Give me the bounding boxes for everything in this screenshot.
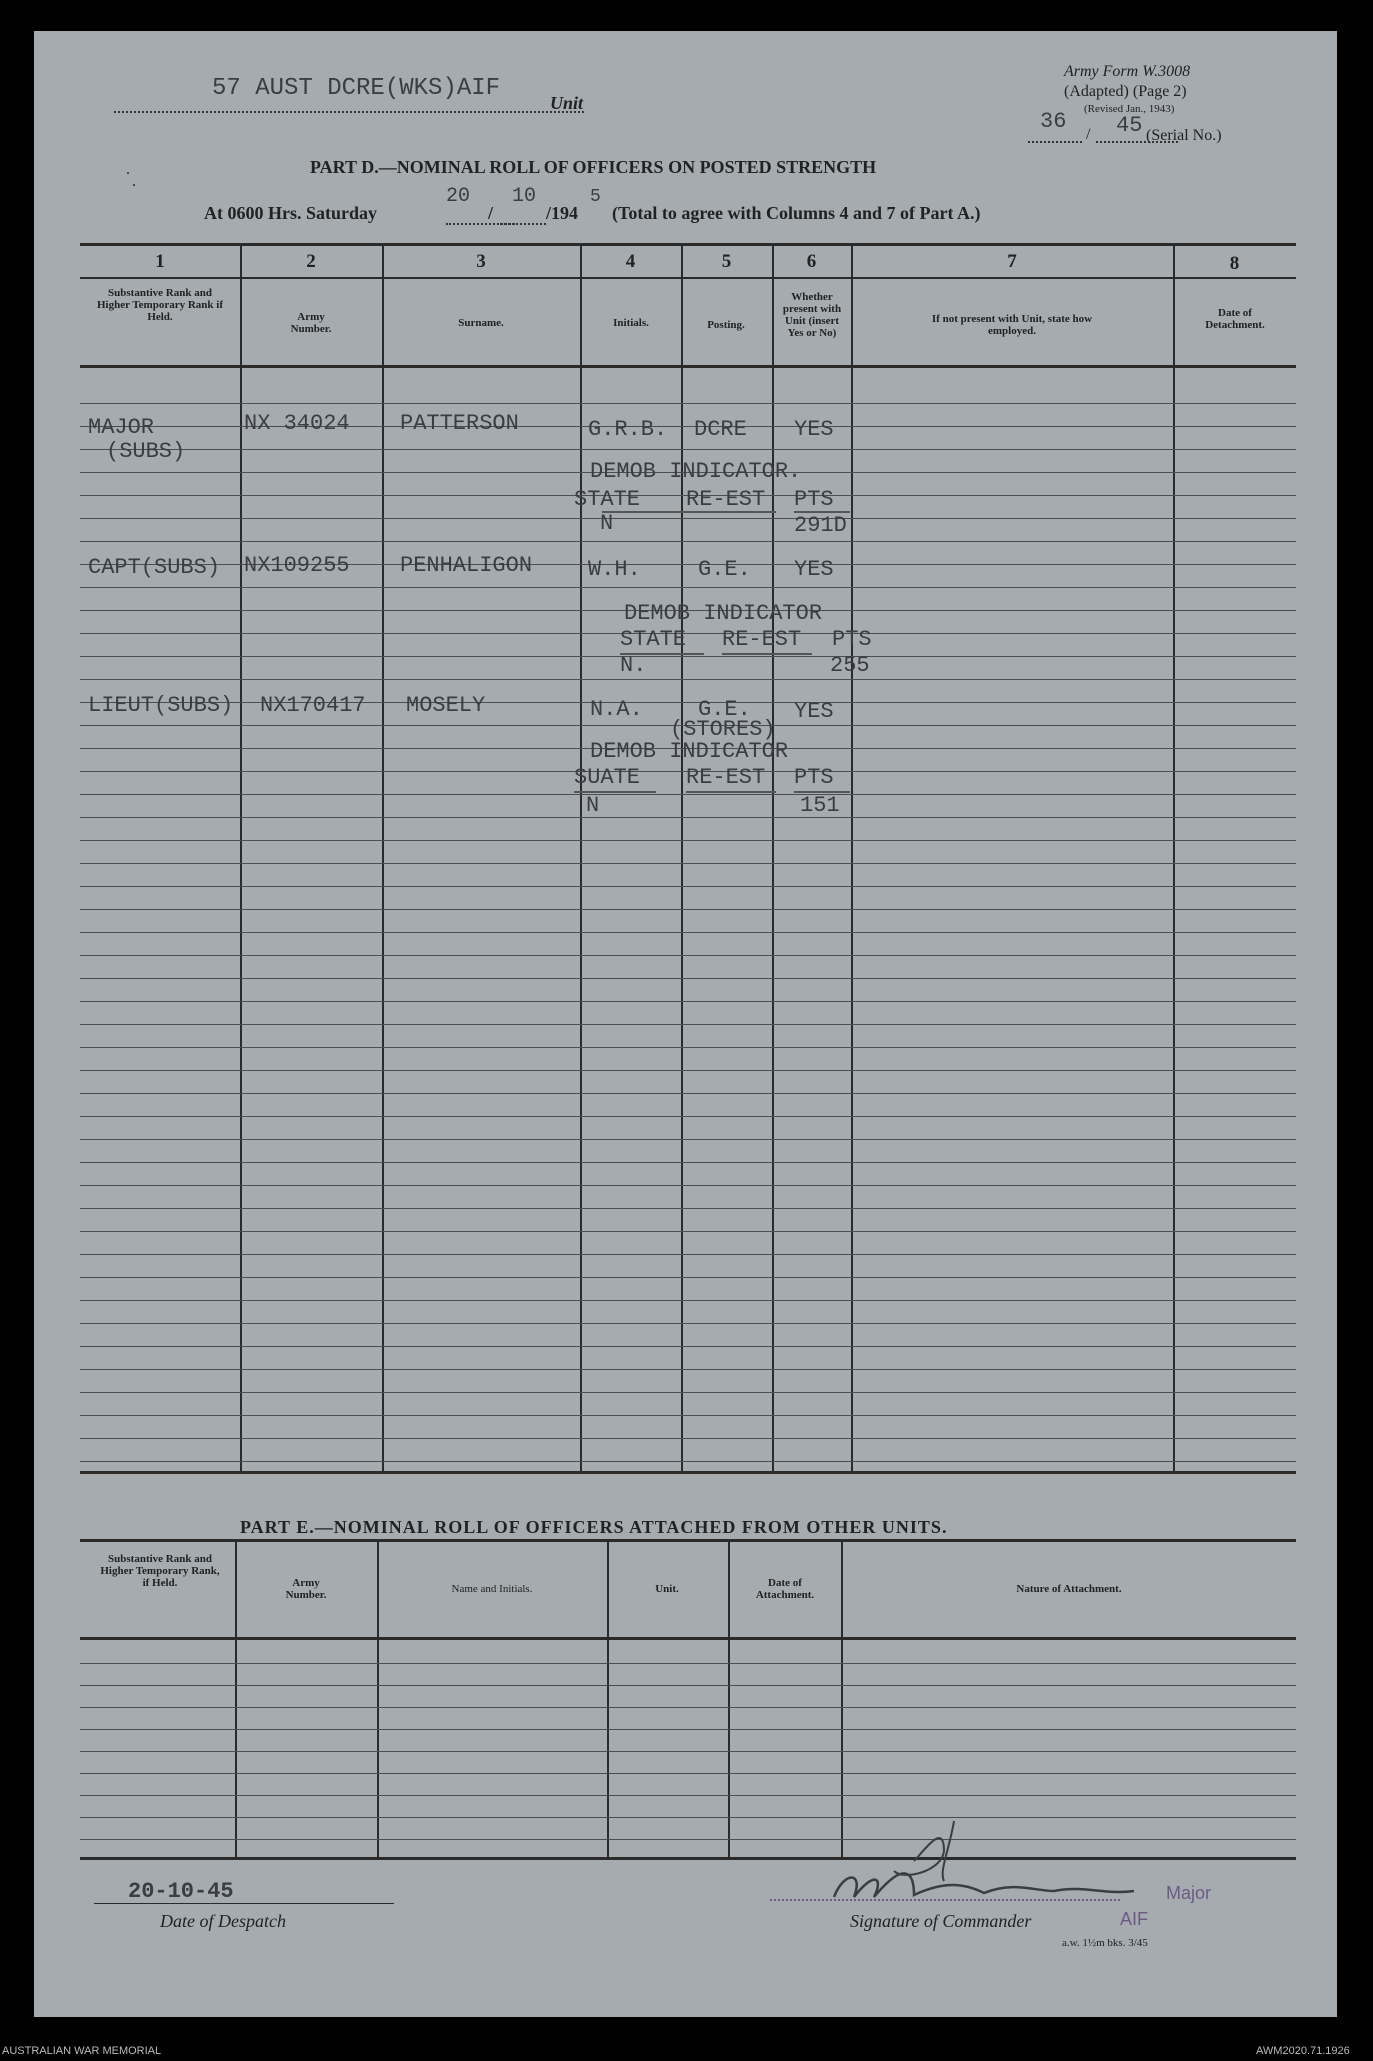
form-page [34,31,1337,2017]
ruled-line [80,1300,1296,1301]
entry-initials: G.R.B. [588,417,668,442]
despatch-label: Date of Despatch [160,1911,286,1931]
col-num: 5 [721,251,732,272]
col-divider [240,243,242,1471]
ruled-line [80,1415,1296,1416]
ruled-line [80,1663,1296,1664]
ruled-line [80,1047,1296,1048]
part-e-col-divider [607,1539,609,1857]
stamp-pts-value: 255 [830,653,870,678]
stamp-state: STATE [574,487,641,512]
part-e-heading: Name and Initials. [451,1583,533,1595]
ruled-line [80,449,1296,450]
year-digit: 5 [590,187,601,207]
col-num: 4 [625,251,636,272]
serial-sep: / [1086,126,1091,143]
unit-value: 57 AUST DCRE(WKS)AIF [212,75,501,102]
entry-posting: G.E. [698,697,751,722]
stamp-state-value: N [586,793,600,818]
archive-caption-left: AUSTRALIAN WAR MEMORIAL [2,2045,162,2057]
stamp-underline [794,511,850,513]
entry-rank: (SUBS) [106,439,186,464]
part-d-title: PART D.—NOMINAL ROLL OF OFFICERS ON POSTED STRENGTH [310,157,877,177]
ruled-line [80,403,1296,404]
stamp-line: DEMOB INDICATOR. [590,459,802,484]
entry-surname: MOSELY [406,693,486,718]
col-num: 3 [476,251,486,272]
ruled-line [80,817,1296,818]
col-num: 2 [306,251,316,272]
part-e-title: PART E.—NOMINAL ROLL OF OFFICERS ATTACHED FROM OTHER UNITS. [240,1517,948,1537]
ruled-line [80,1729,1296,1730]
year-prefix: /194 [546,203,579,223]
ruled-line [80,633,1296,634]
ruled-line [80,1185,1296,1186]
ruled-line [80,587,1296,588]
stamp-underline [574,791,656,793]
punch-mark: . [132,173,136,190]
col-divider [851,243,853,1471]
stamp-reest: RE-EST [686,765,766,790]
ruled-line [80,1685,1296,1686]
stamp-state: SUATE [574,765,641,790]
entry-rank: LIEUT(SUBS) [88,693,234,718]
ruled-line [80,1323,1296,1324]
col-heading: If not present with Unit, state how employed. [931,313,1093,337]
col-divider [772,243,774,1471]
stamp-underline [722,653,812,655]
ruled-line [80,1461,1296,1462]
ruled-line [80,1392,1296,1393]
ruled-line [80,1707,1296,1708]
ruled-line [80,1254,1296,1255]
stamp-state-value: N. [620,653,647,678]
stamp-line: DEMOB INDICATOR [624,601,823,626]
part-e-heading: Substantive Rank and Higher Temporary Rank, if Held. [100,1553,220,1589]
stamp-major: Major [1166,1883,1212,1903]
ruled-line [80,1070,1296,1071]
col-heading: Posting. [707,319,745,331]
entry-present: YES [794,557,834,582]
stamp-state: STATE [620,627,687,652]
col-divider [382,243,384,1471]
stamp-reest: RE-EST [722,627,802,652]
day-value: 20 [446,185,471,208]
ruled-line [80,1277,1296,1278]
stamp-pts: PTS [794,765,834,790]
col-heading: Initials. [613,317,649,329]
ruled-line [80,541,1296,542]
ruled-line [80,932,1296,933]
col-num: 8 [1229,253,1240,274]
ruled-line [80,1773,1296,1774]
form-revised: (Revised Jan., 1943) [1084,103,1175,115]
col-divider [681,243,683,1471]
printer-note: a.w. 1½m bks. 3/45 [1062,1937,1148,1949]
entry-army-number: NX109255 [244,553,350,578]
ruled-line [80,978,1296,979]
ruled-line [80,1093,1296,1094]
ruled-line [80,955,1296,956]
stamp-reest: RE-EST [686,487,766,512]
col-num: 1 [155,251,165,272]
ruled-line [80,840,1296,841]
entry-posting-2: (STORES) [670,717,776,742]
entry-posting: DCRE [694,417,747,442]
part-e-col-divider [377,1539,379,1857]
stamp-pts-value: 291D [794,513,847,538]
col-heading: Date of Detachment. [1205,307,1265,331]
entry-surname: PATTERSON [400,411,519,436]
part-e-heading: Army Number. [285,1577,327,1601]
stamp-aif: AIF [1120,1909,1149,1929]
part-e-heading: Unit. [655,1583,679,1595]
entry-present: YES [794,417,834,442]
ruled-line [80,1795,1296,1796]
col-divider [1173,243,1175,1471]
col-divider [580,243,582,1471]
at-text: At 0600 Hrs. Saturday [204,203,378,223]
entry-present: YES [794,699,834,724]
unit-underline [114,111,584,113]
stamp-underline [620,653,704,655]
commander-signature [824,1811,1204,1921]
date-sep: / [488,203,494,223]
col-heading: Army Number. [290,311,332,335]
ruled-line [80,1438,1296,1439]
punch-mark: . [126,161,130,178]
ruled-line [80,794,1296,795]
entry-surname: PENHALIGON [400,553,533,578]
total-note: (Total to agree with Columns 4 and 7 of Part A.) [612,203,981,223]
table-bottom-border [80,1471,1296,1474]
entry-posting: G.E. [698,557,751,582]
part-e-heading: Date of Attachment. [755,1577,815,1601]
ruled-line [80,1139,1296,1140]
despatch-line [94,1903,394,1904]
part-e-top-border [80,1539,1296,1542]
ruled-line [80,1231,1296,1232]
signature-label: Signature of Commander [850,1911,1032,1931]
entry-army-number: NX 34024 [244,411,350,436]
ruled-line [80,1346,1296,1347]
entry-rank: CAPT(SUBS) [88,555,221,580]
ruled-line [80,1116,1296,1117]
ruled-line [80,1751,1296,1752]
entry-initials: W.H. [588,557,641,582]
form-name: Army Form W.3008 [1064,63,1191,80]
part-e-col-divider [728,1539,730,1857]
stamp-underline [794,791,850,793]
stamp-line: DEMOB INDICATOR [590,739,789,764]
col-num: 6 [806,251,817,272]
ruled-line [80,1162,1296,1163]
entry-initials: N.A. [590,697,643,722]
ruled-line [80,656,1296,657]
ruled-line [80,1208,1296,1209]
stamp-underline [686,511,776,513]
part-e-heading: Nature of Attachment. [1016,1583,1122,1595]
despatch-date: 20-10-45 [128,1879,234,1904]
month-value: 10 [512,185,537,208]
month-dots [500,223,546,225]
archive-caption-right: AWM2020.71.1926 [1256,2045,1350,2057]
col-heading: Whether present with Unit (insert Yes or No) [782,291,842,339]
col-num: 7 [1007,251,1017,272]
stamp-pts: PTS [832,627,872,652]
col-heading: Substantive Rank and Higher Temporary Rank if Held. [96,287,223,323]
form-adapted: (Adapted) (Page 2) [1064,83,1187,100]
serial-dots-a [1028,141,1082,143]
signature-stamp-dots [770,1899,1120,1901]
ruled-line [80,679,1296,680]
part-e-col-divider [235,1539,237,1857]
serial-label: (Serial No.) [1146,127,1222,144]
ruled-line [80,518,1296,519]
part-e-col-divider [841,1539,843,1857]
entry-rank: MAJOR [88,415,155,440]
entry-army-number: NX170417 [260,693,366,718]
unit-label: Unit [550,93,584,113]
serial-a: 36 [1040,109,1067,134]
stamp-state-value: N [600,511,614,536]
part-e-header-bottom [80,1637,1296,1640]
ruled-line [80,909,1296,910]
ruled-line [80,886,1296,887]
ruled-line [80,1024,1296,1025]
ruled-line [80,1369,1296,1370]
colnum-divider [80,277,1296,279]
stamp-underline [602,511,692,513]
stamp-underline [686,791,776,793]
ruled-line [80,863,1296,864]
table-top-border [80,243,1296,246]
ruled-line [80,1001,1296,1002]
col-heading: Surname. [458,317,504,329]
header-bottom-border [80,365,1296,368]
stamp-pts-value: 151 [800,793,840,818]
serial-b: 45 [1116,113,1143,138]
stamp-pts: PTS [794,487,834,512]
